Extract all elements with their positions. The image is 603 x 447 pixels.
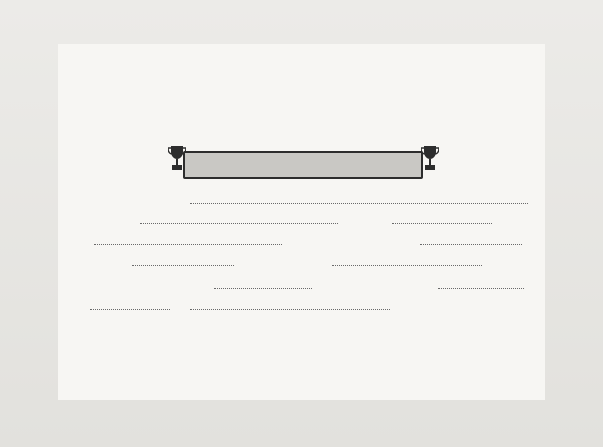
certificate-title — [183, 151, 423, 179]
border-top — [0, 0, 603, 44]
dotted-line — [420, 244, 522, 245]
dotted-line — [438, 288, 524, 289]
border-left — [0, 44, 58, 400]
dotted-line — [90, 309, 170, 310]
dotted-line — [214, 288, 312, 289]
border-right — [545, 44, 603, 400]
dotted-line — [332, 265, 482, 266]
trophy-icon — [421, 144, 439, 172]
dotted-line — [140, 223, 338, 224]
dotted-line — [190, 203, 528, 204]
dotted-line — [190, 309, 390, 310]
dotted-line — [132, 265, 234, 266]
border-bottom — [0, 400, 603, 447]
certificate-panel — [58, 44, 545, 400]
dotted-line — [392, 223, 492, 224]
dotted-line — [94, 244, 282, 245]
